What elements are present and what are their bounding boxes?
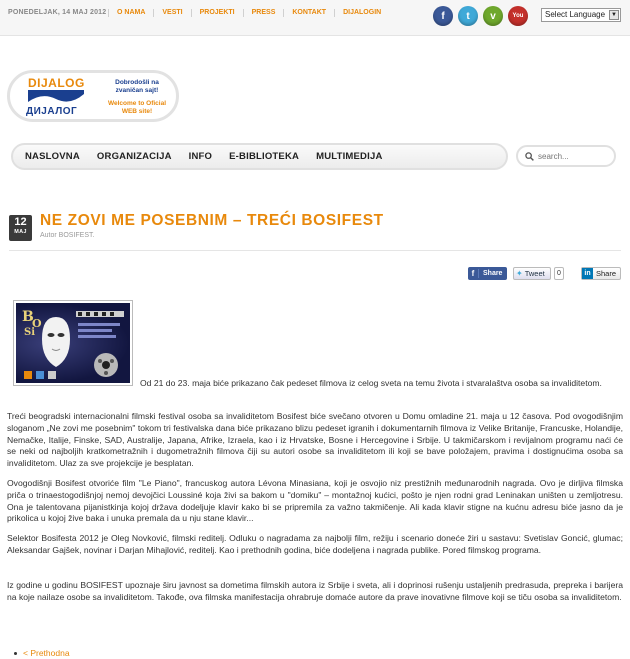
nav-item-e-biblioteka[interactable]: E-BIBLIOTEKA [229,151,300,162]
search-input[interactable] [538,151,610,162]
facebook-share-label: Share [483,270,503,277]
top-bar [0,0,630,36]
top-link-o-nama[interactable]: O NAMA [108,9,153,17]
search-box [516,145,616,167]
twitter-bird-icon: ✦ [516,269,523,278]
social-icons [433,6,528,26]
tweet-button[interactable] [513,267,551,280]
welcome-english: Welcome to Oficial WEB site! [107,100,167,115]
date-badge-month: MAJ [14,229,27,235]
nav-item-multimedija[interactable]: MULTIMEDIJA [316,151,383,162]
search-icon [525,152,534,161]
twitter-icon[interactable]: t [458,6,478,26]
nav-item-info[interactable]: INFO [188,151,213,162]
logo-brand: DIJALOG [28,76,85,90]
logo-brand-cyrillic: ДИЈАЛОГ [26,106,78,117]
share-bar [468,267,621,280]
top-links [108,9,389,17]
article-paragraph: Selektor Bosifesta 2012 je Oleg Novković, filmski reditelj. Odluku o nagradama za najbolji film, režiju i scenario doneće žiri u sastavu: Svetislav Goncić, glumac; Aleksandar Gajšek, novinar i Darjan Mihajlović, reditelj. Kao i prethodnih godina, biće dodeljena i nagrada publike. Pored filmskog programa. [7,533,623,555]
bullet [14,652,17,655]
top-link-press[interactable]: PRESS [243,9,284,17]
article-author: Autor BOSIFEST. [40,232,95,239]
site-logo[interactable] [7,70,179,122]
top-link-projekti[interactable]: PROJEKTI [191,9,243,17]
facebook-icon: f [468,269,479,278]
pagination [14,648,70,658]
facebook-share-button[interactable] [468,267,507,280]
main-nav [11,143,508,170]
top-link-vesti[interactable]: VESTI [153,9,190,17]
youtube-icon[interactable]: You [508,6,528,26]
vimeo-icon[interactable]: v [483,6,503,26]
article-title[interactable]: NE ZOVI ME POSEBNIM – TREĆI BOSIFEST [40,212,384,229]
facebook-icon[interactable]: f [433,6,453,26]
tweet-label: Tweet [524,269,545,278]
linkedin-share-button[interactable] [581,267,621,280]
linkedin-icon: in [582,268,593,279]
svg-text:Si: Si [24,327,36,338]
previous-link[interactable]: < Prethodna [23,648,70,658]
article-paragraph: Ovogodišnji Bosifest otvoriće film "Le Piano", francuskog autora Lévona Minasiana, koji je osvojio niz prestižnih međunarodnih nagrada. Ovo je dirljiva filmska priča o trinaestogodišnjoj nemoj devojčici Loussiné koja živi sa bakom u "domiku" – montažnoj kućici, pošto je njen rodni grad Leninakan uništen u zemljotresu. Ona je talentovana pijanistkinja kojoj država dodeljuje klavir kako bi se pripremila za važno takmičenje. Ali kada klavir stigne na kućnu adresu biće jasno da je prikolica u kojoj žive baka i unuka premala da u nju stane klavir... [7,478,623,524]
date-badge-day: 12 [14,216,27,228]
date-badge [9,215,32,241]
svg-text:O: O [32,317,42,330]
logo-wave-icon [28,90,84,106]
nav-item-organizacija[interactable]: ORGANIZACIJA [96,151,172,162]
tweet-count: 0 [554,267,564,280]
svg-text:B: B [22,309,34,325]
festival-poster-image[interactable] [13,300,133,386]
poster-graphic [16,303,130,383]
chevron-down-icon: ▼ [609,10,619,20]
linkedin-share-label: Share [596,269,617,278]
language-select[interactable] [541,8,621,22]
divider [9,250,621,251]
welcome-serbian: Dobrodošli na zvaničan sajt! [115,79,159,94]
article-paragraph: Treći beogradski internacionalni filmski festival osoba sa invaliditetom Bosifest biće svečano otvoren u Domu omladine 21. maja u 12 časova. Pod ovogodišnjim sloganom „Ne zovi me posebnim" tokom tri festivalska dana biće prikazano blizu pedeset igranih i dokumentarnih filmova iz Velike Britanije, Francuske, Holandije, Nemačke, Italije, Finske, SAD, Australije, Japana, Afrike, Izraela, kao i iz Hrvatske, Bosne i Hercegovine i Srbije. U takmičarskom i revijalnom programu naći će se neki od najboljih kratkometražnih i dugometražnih filmova čiji su autori osobe sa invaliditetom ili koji se bave položajem, pravima i dostignućima osoba sa invaliditetom. Ulaz za sve projekcije je besplatan. [7,411,623,469]
article-lead: Od 21 do 23. maja biće prikazano čak pedeset filmova iz celog sveta na temu života i stvaralaštva osoba sa invaliditetom. [140,378,602,388]
article-paragraph: Iz godine u godinu BOSIFEST upoznaje širu javnost sa dometima filmskih autora iz Srbije i sveta, ali i doprinosi rušenju ustaljenih predrasuda, prepreka i barijera na koje nailaze osobe sa invaliditetom. Takođe, ova filmska manifestacija ohrabruje domaće autore da prave inovativne filmove koji se tiču osoba sa invaliditetom. [7,580,623,602]
top-link-kontakt[interactable]: KONTAKT [283,9,334,17]
nav-item-naslovna[interactable]: NASLOVNA [25,151,80,162]
current-date: PONEDELJAK, 14 MAJ 2012 [8,9,107,16]
language-select-label: Select Language [545,10,606,19]
top-link-dijalogin[interactable]: DIJALOGIN [334,9,389,17]
